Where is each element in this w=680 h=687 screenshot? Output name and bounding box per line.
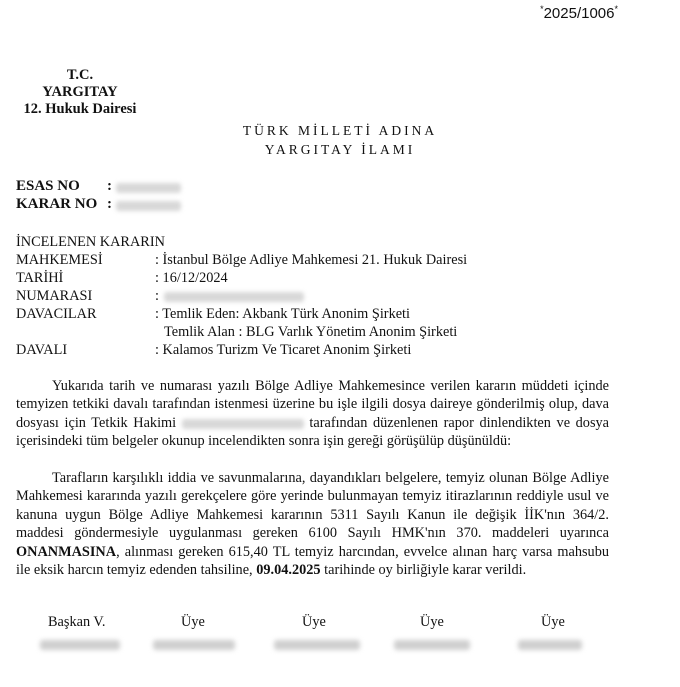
signature-title-4: Üye (420, 614, 444, 630)
title-line-1: TÜRK MİLLETİ ADINA (242, 123, 438, 138)
numarasi-label: NUMARASI (16, 288, 93, 304)
court-line-yargitay: YARGITAY (42, 84, 118, 100)
tarihi-label: TARİHİ (16, 270, 64, 286)
incelenen-heading: İNCELENEN KARARIN (16, 234, 165, 250)
signature-name-5-redacted (518, 640, 582, 650)
mahkemesi-label: MAHKEMESİ (16, 252, 103, 268)
numarasi-value: : (155, 288, 159, 304)
paragraph-1-part-b: tarafından düzenlenen rapor dinlendikten ve dosya içerisindeki tüm belgeler okunup incelendikten sonra işin gereği görüşülüp düşünüldü: (16, 414, 610, 450)
davacilar-value-1: : Temlik Eden: Akbank Türk Anonim Şirketi (155, 306, 411, 322)
court-line-chamber: 12. Hukuk Dairesi (23, 101, 137, 117)
paragraph-2-part-b: , alınması gereken 615,40 TL temyiz harcından, evvelce alınan harç varsa mahsubu ile eksik harcın temyiz edenden tahsiline, (16, 543, 609, 579)
signature-title-1: Başkan V. (48, 614, 106, 630)
paragraph-2 (16, 469, 609, 579)
document-title (0, 121, 680, 159)
signature-name-4-redacted (394, 640, 470, 650)
title-line-2: YARGITAY İLAMI (264, 142, 416, 157)
karar-no-label: KARAR NO (16, 196, 98, 212)
decision-word: ONANMASINA (16, 543, 117, 560)
signature-name-3-redacted (274, 640, 360, 650)
esas-no-colon: : (107, 178, 112, 194)
esas-no-label: ESAS NO (16, 178, 80, 194)
davali-label: DAVALI (16, 342, 68, 358)
court-header (0, 67, 160, 118)
numarasi-redacted (164, 292, 304, 302)
signature-name-1-redacted (40, 640, 120, 650)
judge-name-redacted (182, 419, 304, 429)
davacilar-value-2: Temlik Alan : BLG Varlık Yönetim Anonim Şirketi (164, 324, 458, 340)
tarihi-value: : 16/12/2024 (155, 270, 228, 286)
paragraph-2-part-c: tarihinde oy birliğiyle karar verildi. (324, 562, 527, 579)
signature-title-5: Üye (541, 614, 565, 630)
esas-no-redacted (116, 183, 181, 193)
decision-date: 09.04.2025 (256, 562, 321, 579)
paragraph-1 (16, 377, 609, 451)
signature-title-2: Üye (181, 614, 205, 630)
mahkemesi-value: : İstanbul Bölge Adliye Mahkemesi 21. Hukuk Dairesi (155, 252, 468, 268)
davacilar-label: DAVACILAR (16, 306, 97, 322)
document-number: *2025/1006* (540, 4, 618, 22)
davali-value: : Kalamos Turizm Ve Ticaret Anonim Şirketi (155, 342, 412, 358)
paragraph-2-part-a: Tarafların karşılıklı iddia ve savunmalarına, dayandıkları belgelere, temyiz olunan Bölge Adliye Mahkemesi kararında yazılı gerekçelere göre yerinde bulunmayan temyiz itirazlarının reddiyle usul ve kanuna uygun Bölge Adliye Mahkemesi kararının 5311 Sayılı Kanun ile değişik İİK'nın 364/2. maddesi göndermesiyle uygulanması gereken 6100 Sayılı HMK'nın 370. maddeleri uyarınca (16, 470, 609, 542)
signature-name-2-redacted (153, 640, 235, 650)
karar-no-redacted (116, 201, 181, 211)
karar-no-colon: : (107, 196, 112, 212)
paragraph-1-part-a: Yukarıda tarih ve numarası yazılı Bölge Adliye Mahkemesince verilen kararın müddeti içinde temyizen tetkiki davalı tarafından istenmesi üzerine bu işle ilgili dosya daireye gönderilmiş olup, dava dosyası için Tetkik Hakimi (16, 378, 609, 431)
court-line-tc: T.C. (66, 67, 94, 83)
signature-title-3: Üye (302, 614, 326, 630)
